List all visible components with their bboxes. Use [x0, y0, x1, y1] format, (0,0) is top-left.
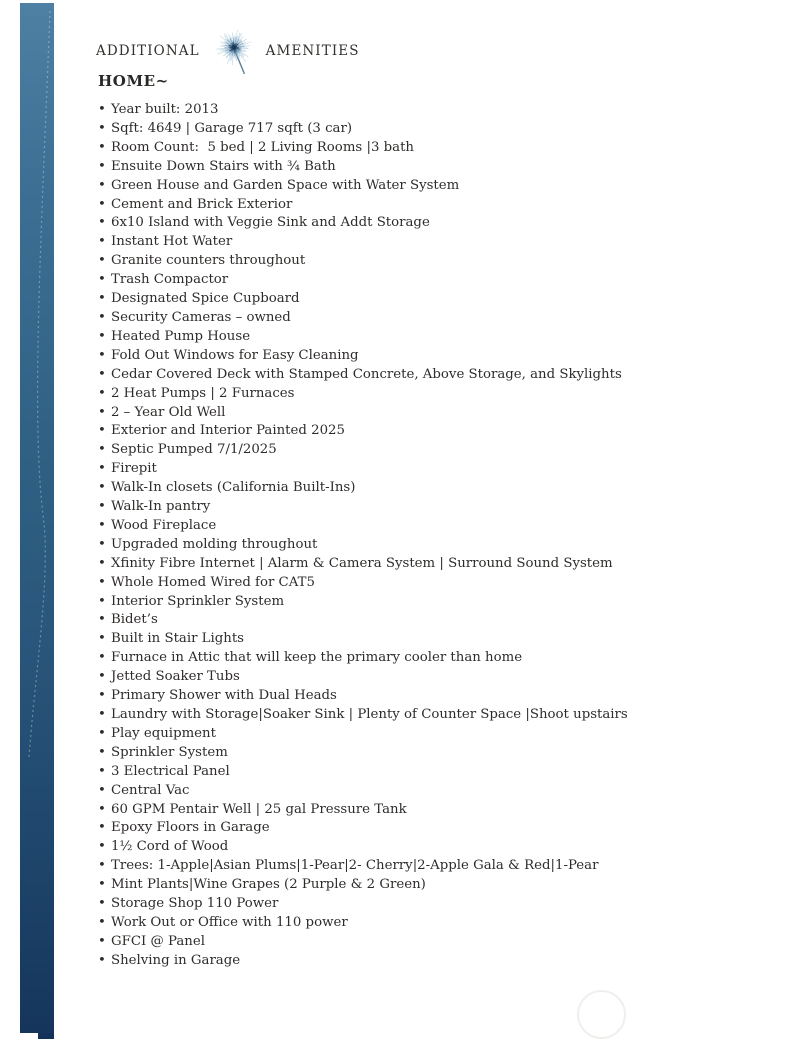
list-item: • Mint Plants|Wine Grapes (2 Purple & 2 Green) [98, 876, 776, 895]
list-item: • Laundry with Storage|Soaker Sink | Plenty of Counter Space |Shoot upstairs [98, 706, 776, 725]
list-item: • Bidet’s [98, 611, 776, 630]
list-item: • Jetted Soaker Tubs [98, 668, 776, 687]
list-item: • Walk-In pantry [98, 498, 776, 517]
list-item: • Firepit [98, 460, 776, 479]
document-content [96, 38, 776, 971]
list-item: • Heated Pump House [98, 328, 776, 347]
list-item: • Primary Shower with Dual Heads [98, 687, 776, 706]
title-word-amenities: AMENITIES [265, 43, 360, 59]
list-item: • Interior Sprinkler System [98, 593, 776, 612]
list-item: • Xfinity Fibre Internet | Alarm & Camera System | Surround Sound System [98, 555, 776, 574]
list-item: • Epoxy Floors in Garage [98, 819, 776, 838]
list-item: • Granite counters throughout [98, 252, 776, 271]
amenities-list [98, 101, 776, 971]
list-item: • Fold Out Windows for Easy Cleaning [98, 347, 776, 366]
list-item: • Play equipment [98, 725, 776, 744]
list-item: • 2 Heat Pumps | 2 Furnaces [98, 385, 776, 404]
list-item: • 60 GPM Pentair Well | 25 gal Pressure Tank [98, 801, 776, 820]
list-item: • Storage Shop 110 Power [98, 895, 776, 914]
list-item: • Work Out or Office with 110 power [98, 914, 776, 933]
list-item: • GFCI @ Panel [98, 933, 776, 952]
list-item: • Furnace in Attic that will keep the primary cooler than home [98, 649, 776, 668]
list-item: • Sprinkler System [98, 744, 776, 763]
list-item: • 6x10 Island with Veggie Sink and Addt Storage [98, 214, 776, 233]
faint-circle-decoration [577, 990, 626, 1039]
list-item: • Cedar Covered Deck with Stamped Concrete, Above Storage, and Skylights [98, 366, 776, 385]
list-item: • Whole Homed Wired for CAT5 [98, 574, 776, 593]
left-accent-band [20, 3, 54, 1033]
list-item: • Trees: 1-Apple|Asian Plums|1-Pear|2- Cherry|2-Apple Gala & Red|1-Pear [98, 857, 776, 876]
list-item: • Upgraded molding throughout [98, 536, 776, 555]
list-item: • Year built: 2013 [98, 101, 776, 120]
list-item: • Trash Compactor [98, 271, 776, 290]
list-item: • Green House and Garden Space with Water System [98, 177, 776, 196]
list-item: • Ensuite Down Stairs with ¾ Bath [98, 158, 776, 177]
list-item: • Shelving in Garage [98, 952, 776, 971]
list-item: • 2 – Year Old Well [98, 404, 776, 423]
section-heading: HOME~ [98, 72, 169, 90]
list-item: • Walk-In closets (California Built-Ins) [98, 479, 776, 498]
list-item: • Security Cameras – owned [98, 309, 776, 328]
list-item: • Sqft: 4649 | Garage 717 sqft (3 car) [98, 120, 776, 139]
list-item: • Cement and Brick Exterior [98, 196, 776, 215]
list-item: • Exterior and Interior Painted 2025 [98, 422, 776, 441]
title-word-additional: ADDITIONAL [96, 43, 200, 59]
stitch-line-decoration [20, 3, 54, 1033]
list-item: • 3 Electrical Panel [98, 763, 776, 782]
list-item: • Room Count: 5 bed | 2 Living Rooms |3 bath [98, 139, 776, 158]
flower-icon [205, 26, 263, 78]
list-item: • Built in Stair Lights [98, 630, 776, 649]
list-item: • Instant Hot Water [98, 233, 776, 252]
list-item: • 1½ Cord of Wood [98, 838, 776, 857]
list-item: • Wood Fireplace [98, 517, 776, 536]
document-title [96, 38, 776, 64]
list-item: • Septic Pumped 7/1/2025 [98, 441, 776, 460]
list-item: • Central Vac [98, 782, 776, 801]
list-item: • Designated Spice Cupboard [98, 290, 776, 309]
